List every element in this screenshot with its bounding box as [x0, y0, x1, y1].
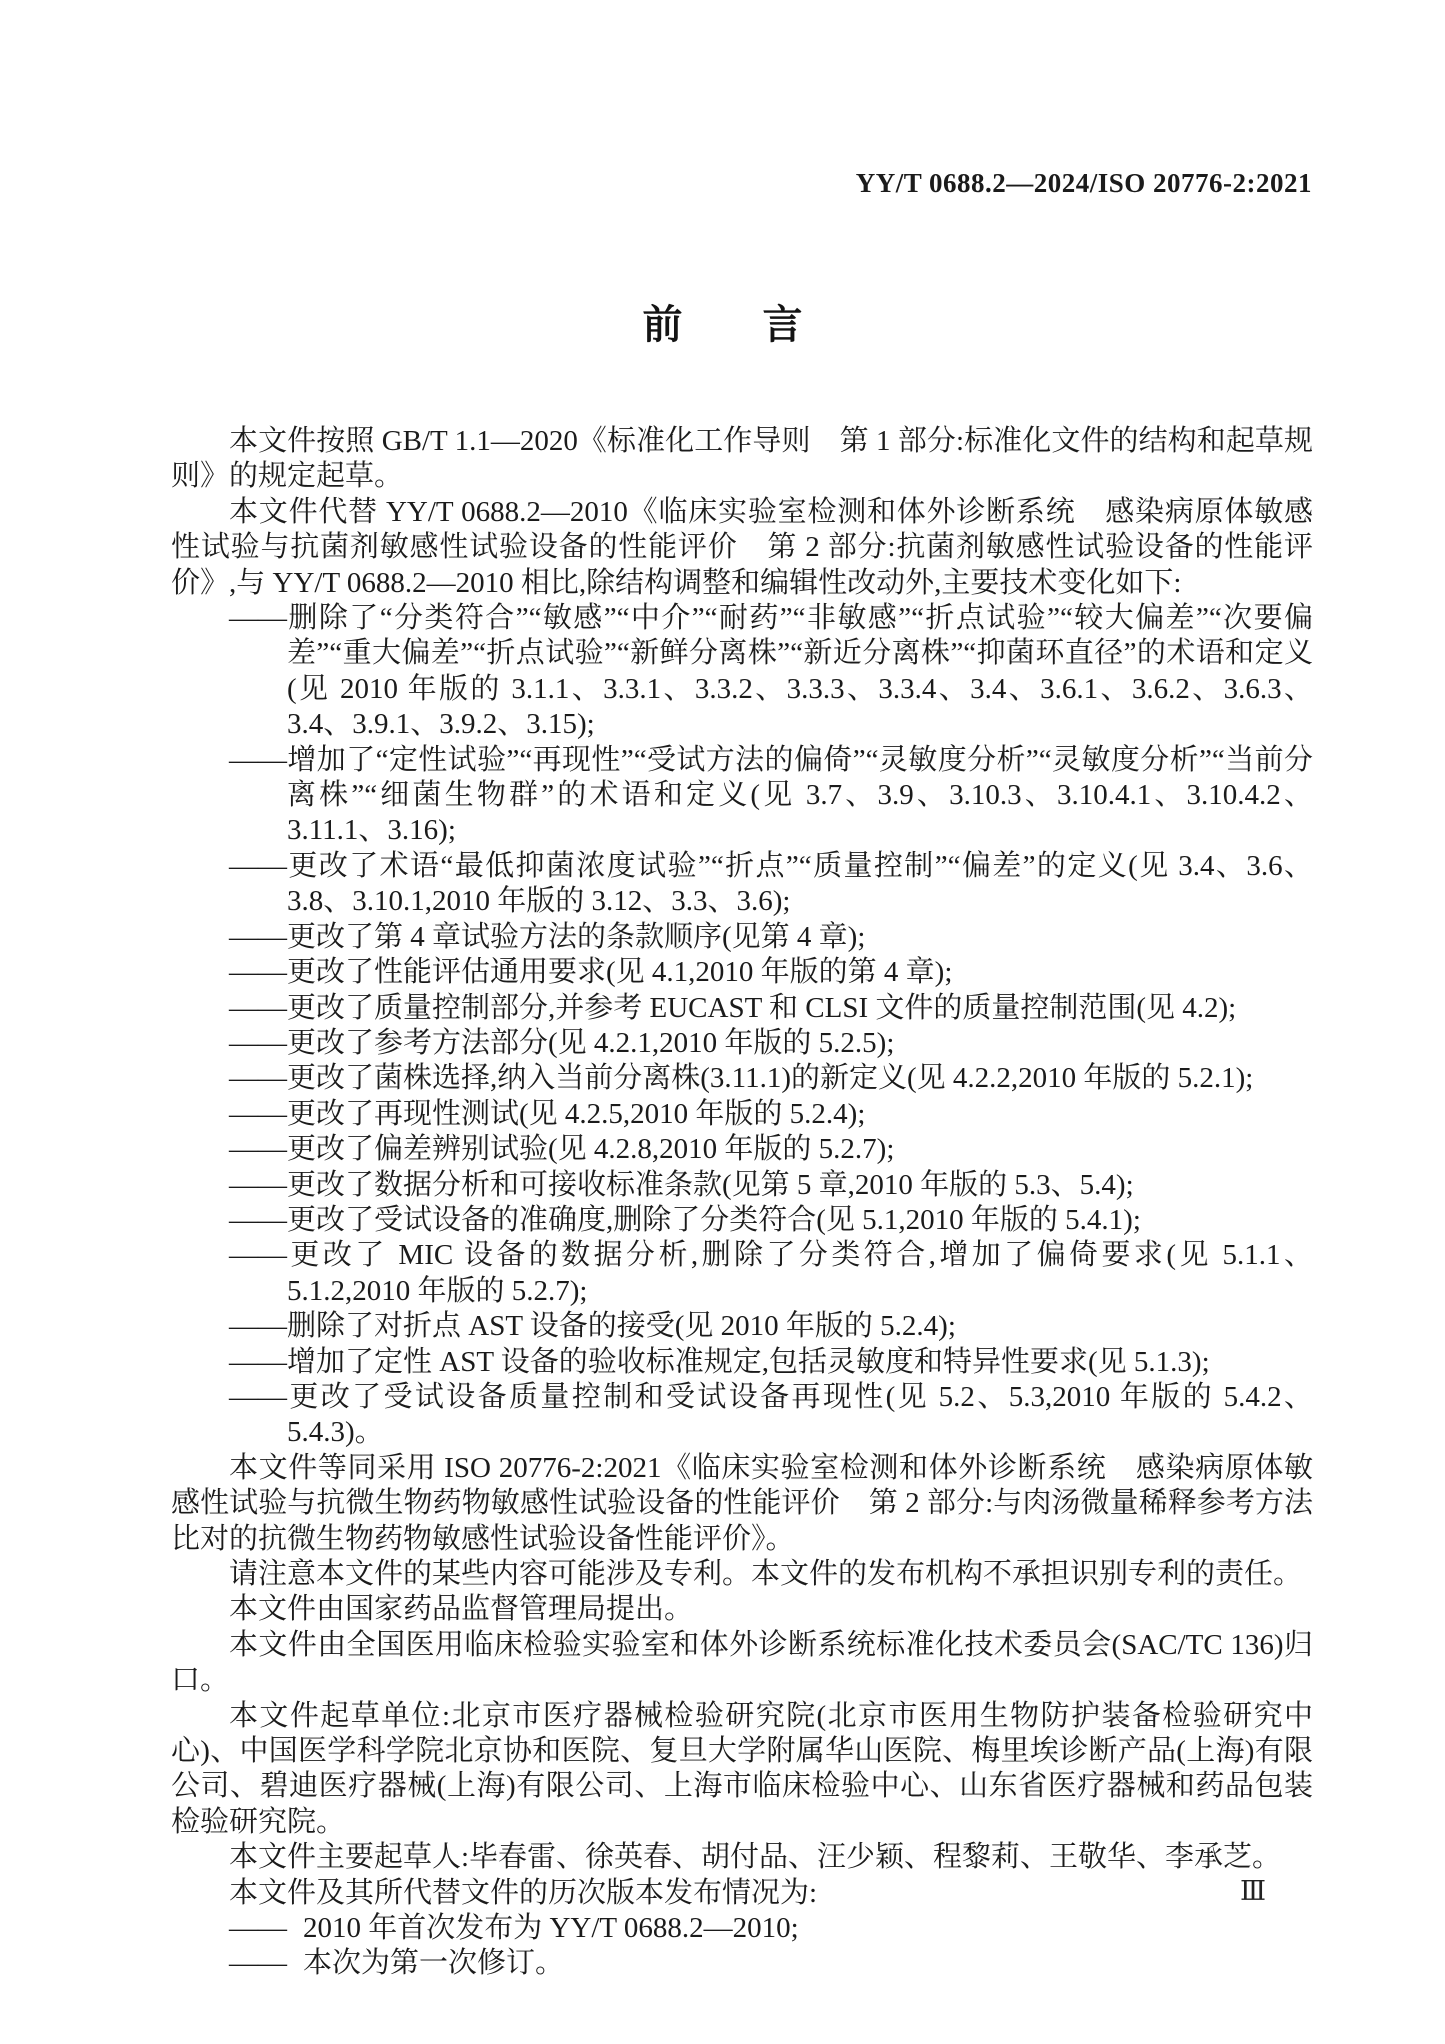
item-dash: ——: [229, 602, 287, 635]
change-item-text: 更改了质量控制部分,并参考 EUCAST 和 CLSI 文件的质量控制范围(见 4.2);: [287, 991, 1237, 1024]
page-number: Ⅲ: [1240, 1876, 1267, 1906]
item-dash: ——: [229, 849, 287, 882]
change-item: [171, 1309, 1313, 1344]
item-dash: ——: [229, 1133, 287, 1166]
item-dash: ——: [229, 956, 287, 989]
change-item: [171, 920, 1313, 955]
change-item: [171, 955, 1313, 990]
change-item-text: 删除了对折点 AST 设备的接受(见 2010 年版的 5.2.4);: [287, 1310, 956, 1343]
change-item-text: 更改了再现性测试(见 4.2.5,2010 年版的 5.2.4);: [287, 1097, 866, 1130]
change-item-text: 更改了术语“最低抑菌浓度试验”“折点”“质量控制”“偏差”的定义(见 3.4、3.6、3.8、3.10.1,2010 年版的 3.12、3.3、3.6);: [287, 849, 1313, 918]
change-item: [171, 1238, 1313, 1309]
item-dash: ——: [229, 1062, 287, 1095]
change-item-text: 更改了受试设备的准确度,删除了分类符合(见 5.1,2010 年版的 5.4.1);: [287, 1203, 1141, 1236]
change-item: [171, 1203, 1313, 1238]
change-item-text: 增加了“定性试验”“再现性”“受试方法的偏倚”“灵敏度分析”“灵敏度分析”“当前分离株”“细菌生物群”的术语和定义(见 3.7、3.9、3.10.3、3.10.4.1、3.10.4.2、3.11.1、3.16);: [287, 743, 1313, 847]
paragraph-main-drafters: 本文件主要起草人:毕春雷、徐英春、胡付品、汪少颖、程黎莉、王敬华、李承芝。: [229, 1841, 1282, 1874]
history-item: [171, 1911, 1313, 1946]
change-item-text: 更改了受试设备质量控制和受试设备再现性(见 5.2、5.3,2010 年版的 5.4.2、5.4.3)。: [287, 1380, 1313, 1449]
change-item: [171, 601, 1313, 743]
paragraph-version-history-intro: 本文件及其所代替文件的历次版本发布情况为:: [229, 1876, 818, 1909]
change-item-text: 更改了菌株选择,纳入当前分离株(3.11.1)的新定义(见 4.2.2,2010 年版的 5.2.1);: [287, 1062, 1254, 1095]
change-item: [171, 1168, 1313, 1203]
item-dash: ——: [229, 1097, 287, 1130]
item-dash: ——: [229, 1345, 287, 1378]
change-item-text: 更改了性能评估通用要求(见 4.1,2010 年版的第 4 章);: [287, 956, 953, 989]
change-item: [171, 1380, 1313, 1451]
item-dash: ——: [229, 1026, 287, 1059]
item-dash: ——: [229, 1947, 287, 1980]
paragraph-centralized-by: 本文件由全国医用临床检验实验室和体外诊断系统标准化技术委员会(SAC/TC 136)归口。: [171, 1628, 1313, 1697]
item-dash: ——: [229, 1168, 287, 1201]
item-dash: ——: [229, 1310, 287, 1343]
history-item: [171, 1946, 1313, 1981]
change-item: [171, 1132, 1313, 1167]
change-item: [171, 1061, 1313, 1096]
paragraph-drafting-organizations: 本文件起草单位:北京市医疗器械检验研究院(北京市医用生物防护装备检验研究中心)、中国医学科学院北京协和医院、复旦大学附属华山医院、梅里埃诊断产品(上海)有限公司、碧迪医疗器械(上海)有限公司、上海市临床检验中心、山东省医疗器械和药品包装检验研究院。: [171, 1699, 1313, 1838]
change-item-text: 更改了 MIC 设备的数据分析,删除了分类符合,增加了偏倚要求(见 5.1.1、5.1.2,2010 年版的 5.2.7);: [287, 1239, 1313, 1307]
history-item-text: 2010 年首次发布为 YY/T 0688.2—2010;: [302, 1912, 799, 1945]
history-item-text: 本次为第一次修订。: [302, 1947, 564, 1980]
change-item-text: 更改了参考方法部分(见 4.2.1,2010 年版的 5.2.5);: [287, 1026, 895, 1059]
page-title: 前 言: [642, 302, 803, 348]
item-dash: ——: [229, 743, 287, 776]
change-item: [171, 743, 1313, 849]
foreword-body: [171, 424, 1313, 1982]
item-dash: ——: [229, 1912, 287, 1945]
change-item-text: 更改了偏差辨别试验(见 4.2.8,2010 年版的 5.2.7);: [287, 1133, 895, 1166]
change-item: [171, 991, 1313, 1026]
change-item: [171, 849, 1313, 920]
change-item: [171, 1097, 1313, 1132]
item-dash: ——: [229, 991, 287, 1024]
item-dash: ——: [229, 1380, 287, 1413]
paragraph-iso-adoption: 本文件等同采用 ISO 20776-2:2021《临床实验室检测和体外诊断系统 感染病原体敏感性试验与抗微生物药物敏感性试验设备的性能评价 第 2 部分:与肉汤微量稀释参考方法比对的抗微生物药物敏感性试验设备性能评价》。: [171, 1451, 1313, 1555]
item-dash: ——: [229, 1239, 287, 1272]
paragraph-drafting-basis: 本文件按照 GB/T 1.1—2020《标准化工作导则 第 1 部分:标准化文件的结构和起草规则》的规定起草。: [171, 425, 1313, 493]
paragraph-patent-notice: 请注意本文件的某些内容可能涉及专利。本文件的发布机构不承担识别专利的责任。: [229, 1558, 1303, 1590]
document-code: YY/T 0688.2—2024/ISO 20776-2:2021: [855, 168, 1312, 198]
paragraph-proposed-by: 本文件由国家药品监督管理局提出。: [229, 1593, 694, 1626]
change-item: [171, 1026, 1313, 1061]
item-dash: ——: [229, 920, 287, 953]
item-dash: ——: [229, 1203, 287, 1236]
change-item: [171, 1345, 1313, 1380]
change-item-text: 删除了“分类符合”“敏感”“中介”“耐药”“非敏感”“折点试验”“较大偏差”“次要偏差”“重大偏差”“折点试验”“新鲜分离株”“新近分离株”“抑菌环直径”的术语和定义(见 2010 年版的 3.1.1、3.3.1、3.3.2、3.3.3、3.3.4、3.4、3.6.1、3.6.2、3.6.3、3.4、3.9.1、3.9.2、3.15);: [287, 602, 1313, 741]
paragraph-replaced-standard: 本文件代替 YY/T 0688.2—2010《临床实验室检测和体外诊断系统 感染病原体敏感性试验与抗菌剂敏感性试验设备的性能评价 第 2 部分:抗菌剂敏感性试验设备的性能评价》,与 YY/T 0688.2—2010 相比,除结构调整和编辑性改动外,主要技术变化如下:: [171, 495, 1313, 599]
change-item-text: 增加了定性 AST 设备的验收标准规定,包括灵敏度和特异性要求(见 5.1.3);: [287, 1345, 1210, 1378]
change-item-text: 更改了数据分析和可接收标准条款(见第 5 章,2010 年版的 5.3、5.4);: [287, 1168, 1134, 1201]
change-item-text: 更改了第 4 章试验方法的条款顺序(见第 4 章);: [287, 920, 866, 953]
